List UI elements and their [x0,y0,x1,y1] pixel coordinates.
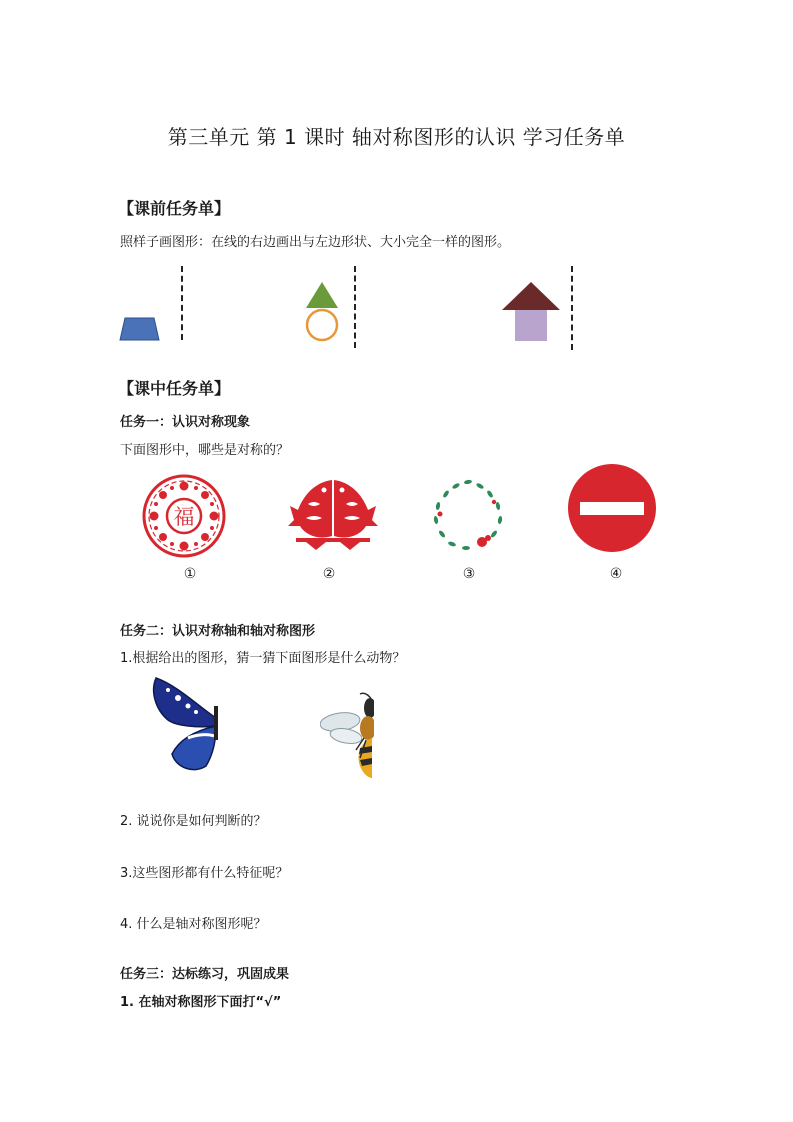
label-2: ② [322,566,336,582]
seal-character: 福 [173,505,195,529]
trapezoid-shape [118,270,162,344]
leaf-wreath-image [428,476,508,554]
task2-question-1: 1.根据给出的图形，猜一猜下面图形是什么动物？ [120,651,406,666]
dashed-line-2 [354,266,356,348]
task2-question-2: 2. 说说你是如何判断的？ [120,814,267,829]
label-3: ③ [462,566,476,582]
page-title: 第三单元 第 1 课时 轴对称图形的认识 学习任务单 [167,125,626,149]
dashed-line-1 [181,266,183,340]
in-task-heading: 【课中任务单】 [118,379,231,398]
half-butterfly-image [148,676,220,774]
task3-question-1: 1. 在轴对称图形下面打“√” [120,995,282,1010]
task2-title: 任务二：认识对称轴和轴对称图形 [120,624,316,639]
pre-task-heading: 【课前任务单】 [118,199,231,218]
twin-fish-papercut-image [286,474,380,552]
task1-question: 下面图形中，哪些是对称的？ [120,443,290,458]
fu-seal-image [138,470,230,562]
triangle-circle-shape [303,278,343,344]
task2-question-4: 4. 什么是轴对称图形呢？ [120,917,267,932]
task1-title: 任务一：认识对称现象 [120,415,251,430]
task2-question-3: 3.这些图形都有什么特征呢？ [120,866,289,881]
pre-task-instruction: 照样子画图形：在线的右边画出与左边形状、大小完全一样的图形。 [120,235,511,250]
label-4: ④ [609,566,623,582]
house-shape [500,280,562,344]
task3-title: 任务三：达标练习，巩固成果 [120,967,290,982]
half-bee-image [320,692,374,780]
dashed-line-3 [571,266,573,350]
label-1: ① [183,566,197,582]
no-entry-sign-image [566,463,658,553]
